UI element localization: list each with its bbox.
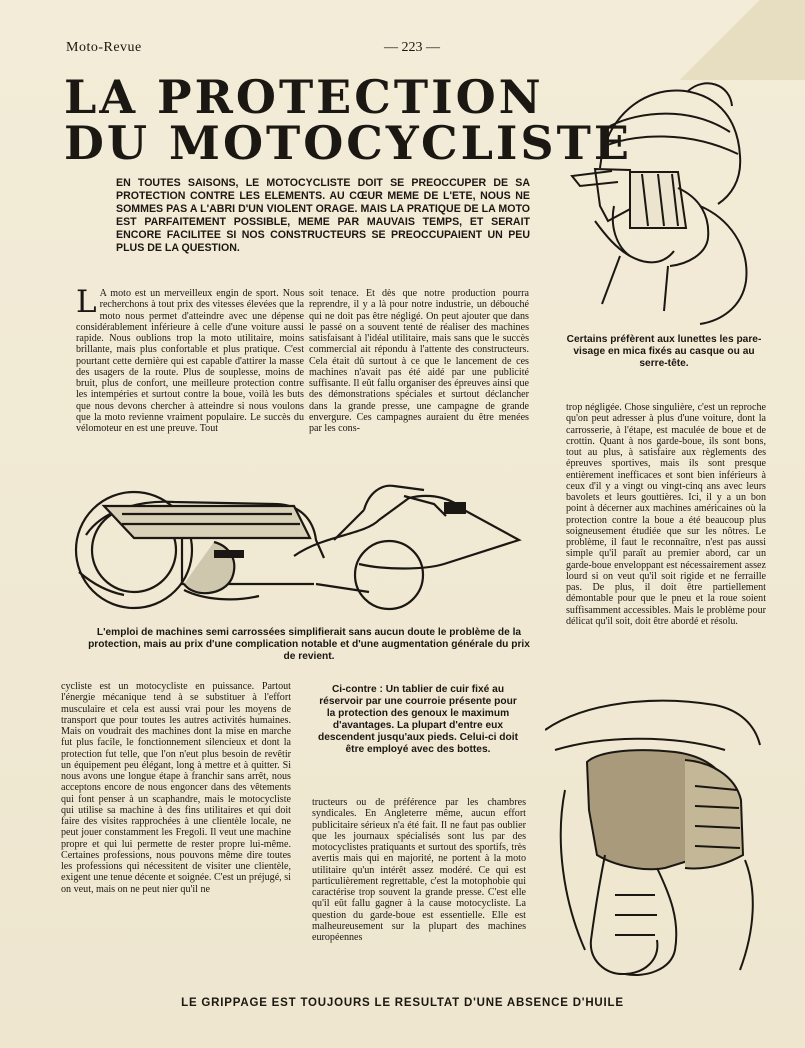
body-column-2a: soit tenace. Et dès que notre production pourra reprendre, il y a là pour notre industrie, un débouché qui ne doit pas être négligé. On peut ajouter que dans le passé on a souvent tenté de réaliser des machines satisfaisant à l'idéal utilitaire, mais sans que le succès commercial ait répondu à l'attente des constructeurs. Cela était dû surtout à ce que le lancement de ces machines n'avait pas été aidé par une publicité suffisante. Il eût fallu organiser des épreuves ainsi que des démonstrations spéciales et surtout déclancher dans la grande presse, une campagne de grande envergure. Ces campagnes auraient du être menées par les cons- bbox=[309, 288, 529, 434]
footer-slogan: LE GRIPPAGE EST TOUJOURS LE RESULTAT D'UNE ABSENCE D'HUILE bbox=[181, 997, 624, 1009]
drop-cap: L bbox=[76, 284, 97, 320]
page-number: — 223 — bbox=[384, 40, 440, 55]
body-column-2b: tructeurs ou de préférence par les chambres syndicales. En Angleterre même, aucun effort publicitaire sérieux n'a été fait. Il ne faut pas oublier que les journaux spécialisés sont lus par des motocyclistes pratiquants et surtout des sportifs, très avertis mais qui en majorité, ne portent à la moto utilitaire qu'un intérêt assez modéré. Ce qui est particulièrement regrettable, c'est la motophobie qui caractérise trop souvent la grande presse. C'est elle qu'il eût fallu gagner à la cause motocycliste. La question du garde-boue est essentielle. Elle est malheureusement sur la plupart des machines européennes bbox=[312, 797, 526, 943]
caption-apron: Ci-contre : Un tablier de cuir fixé au réservoir par une courroie présente pour la protection des genoux le maximum d'avantages. La plupart d'entre eux descendent jusqu'aux pieds. Celui-ci doit être employé avec des bottes. bbox=[318, 684, 518, 756]
caption-motorcycle: L'emploi de machines semi carrossées simplifierait sans aucun doute le problème de la protection, mais au prix d'une complication notable et d'une augmentation générale du prix de revient. bbox=[88, 627, 530, 663]
page-corner-fold bbox=[655, 0, 805, 80]
body-text-1a: A moto est un merveilleux engin de sport. Nous recherchons à tout prix des vitesses élevées que la moto nous permet d'atteindre avec une dépense considérablement inférieure à celle d'une voiture aussi rapide. Nous oublions trop la moto utilitaire, moins brillante, mais plus confortable et plus pratique. C'est pourtant cette dernière qui est capable d'attirer la masse des usagers de la route. Plus de souplesse, moins de bruit, plus de confort, une meilleure protection contre les intempéries et surtout contre la boue, voilà les buts que nous devons chercher à atteindre si nous voulons que la moto revienne vraiment populaire. Le succès du vélomoteur en est une preuve. Tout bbox=[76, 288, 304, 434]
article-lead: EN TOUTES SAISONS, LE MOTOCYCLISTE DOIT SE PREOCCUPER DE SA PROTECTION CONTRE LES ELEMENTS. AU CŒUR MEME DE L'ETE, NOUS NE SOMMES PAS A L'ABRI D'UN VIOLENT ORAGE. MAIS LA PRATIQUE DE LA MOTO EST PARFAITEMENT POSSIBLE, MEME PAR MAUVAIS TEMPS, ET SERAIT ENCORE FACILITEE SI NOS CONSTRUCTEURS SE PREOCCUPAIENT UN PEU PLUS DE LA QUESTION. bbox=[116, 177, 530, 254]
leather-apron-illustration bbox=[545, 690, 765, 980]
caption-helmet: Certains préfèrent aux lunettes les pare-visage en mica fixés au casque ou au serre-tête. bbox=[566, 334, 762, 370]
publication-name: Moto-Revue bbox=[66, 40, 142, 55]
semi-enclosed-motorcycle-illustration bbox=[64, 480, 534, 622]
body-column-1a bbox=[76, 284, 304, 434]
helmet-visor-illustration bbox=[560, 76, 770, 326]
body-column-1b: cycliste est un motocycliste en puissance. Partout l'énergie mécanique tend à se substituer à l'effort musculaire et cela est aussi vrai pour les moyens de transport que pour toutes les autres activités humaines. Mais on voudrait des machines dont la mise en marche fut plus facile, le fonctionnement silencieux et dont la protection fut telle, que l'on n'eut plus besoin de revêtir un équipement peu élégant, long à mettre et à quitter. Si nous avons une longue étape à franchir sans arrêt, nous acceptons encore de nous engoncer dans des vêtements qui font penser à un scaphandre, mais le motocycliste qui utilise sa machine à des fins utilitaires et qui doit faire des visites rapprochées à une clientèle locale, ne peut jouer constamment les Fregoli. Il veut une machine propre et qui lui permette de rester propre lui-même. Certaines professions, nous pouvons même dire toutes les professions qui nécessitent de visiter une clientèle, exigent une tenue décente et soignée. C'est un préjugé, si on veut, mais on ne peut nier qu'il ne bbox=[61, 681, 291, 895]
body-column-3a: trop négligée. Chose singulière, c'est un reproche qu'on peut adresser à plus d'une voiture, dont la carrosserie, à l'étape, est maculée de boue et de crottin. Quant à nos garde-boue, ils sont bons, tout au plus, à satisfaire aux règlements des épreuves sportives, mais ils sont presque entièrement inefficaces et sont bien inférieurs à ceux d'il y a vingt ou vingt-cinq ans avec leurs bavolets et leurs gouttières. Ici, il y a un bon point à décerner aux machines américaines où la protection contre la boue a été beaucoup plus soigneusement étudiée que sur les nôtres. Le problème, il faut le reconnaître, n'est pas aussi simple qu'il paraît au premier abord, car un garde-boue enveloppant est nécessairement assez lourd si on veut qu'il soit rigide et ne ferraille pas. De plus, il doit être partiellement démontable pour que le pneu et la roue soient suffisamment accessibles. Mais le problème pour délicat qu'il soit, doit être abordé et résolu. bbox=[566, 402, 766, 627]
article-title-line-2: DU MOTOCYCLISTE bbox=[64, 116, 632, 170]
article-title-line-1: LA PROTECTION bbox=[64, 70, 544, 124]
